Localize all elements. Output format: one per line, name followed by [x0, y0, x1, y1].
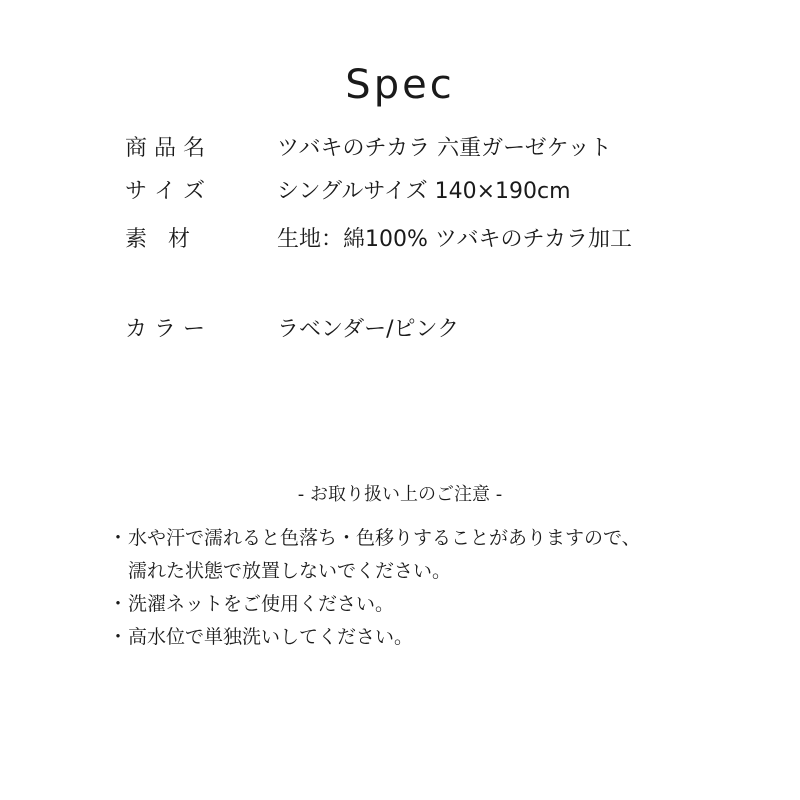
notice-text: 濡れた状態で放置しないでください。: [128, 560, 452, 582]
spec-label-color: カ ラ ー: [125, 316, 205, 342]
notice-text: 水や汗で濡れると色落ち・色移りすることがありますので、: [128, 527, 641, 549]
spec-label-product-name: 商 品 名: [125, 135, 205, 161]
notice-heading: - お取り扱い上のご注意 -: [297, 484, 503, 505]
notice-item: [108, 522, 641, 555]
spec-label-material: 素 材: [125, 226, 190, 252]
notice-item-continuation: [108, 555, 641, 588]
spec-row-material: [125, 220, 632, 254]
spec-row-color: [125, 310, 459, 344]
spec-title: Spec: [345, 62, 455, 108]
spec-label-size: サ イ ズ: [125, 178, 205, 204]
notice-list: [108, 522, 641, 654]
bullet-dot: ・: [108, 527, 128, 549]
bullet-dot: ・: [108, 626, 128, 648]
notice-text: 高水位で単独洗いしてください。: [128, 626, 414, 648]
spec-value-color: ラベンダー/ピンク: [277, 316, 460, 342]
notice-item: [108, 588, 641, 621]
spec-row-product-name: [125, 129, 612, 163]
spec-row-size: [125, 172, 571, 206]
spec-value-material: 生地：綿100% ツバキのチカラ加工: [277, 226, 633, 252]
notice-item: [108, 621, 641, 654]
spec-value-product-name: ツバキのチカラ 六重ガーゼケット: [277, 135, 612, 161]
spec-value-size: シングルサイズ 140×190cm: [277, 178, 571, 204]
notice-text: 洗濯ネットをご使用ください。: [128, 593, 395, 615]
bullet-dot: ・: [108, 593, 128, 615]
